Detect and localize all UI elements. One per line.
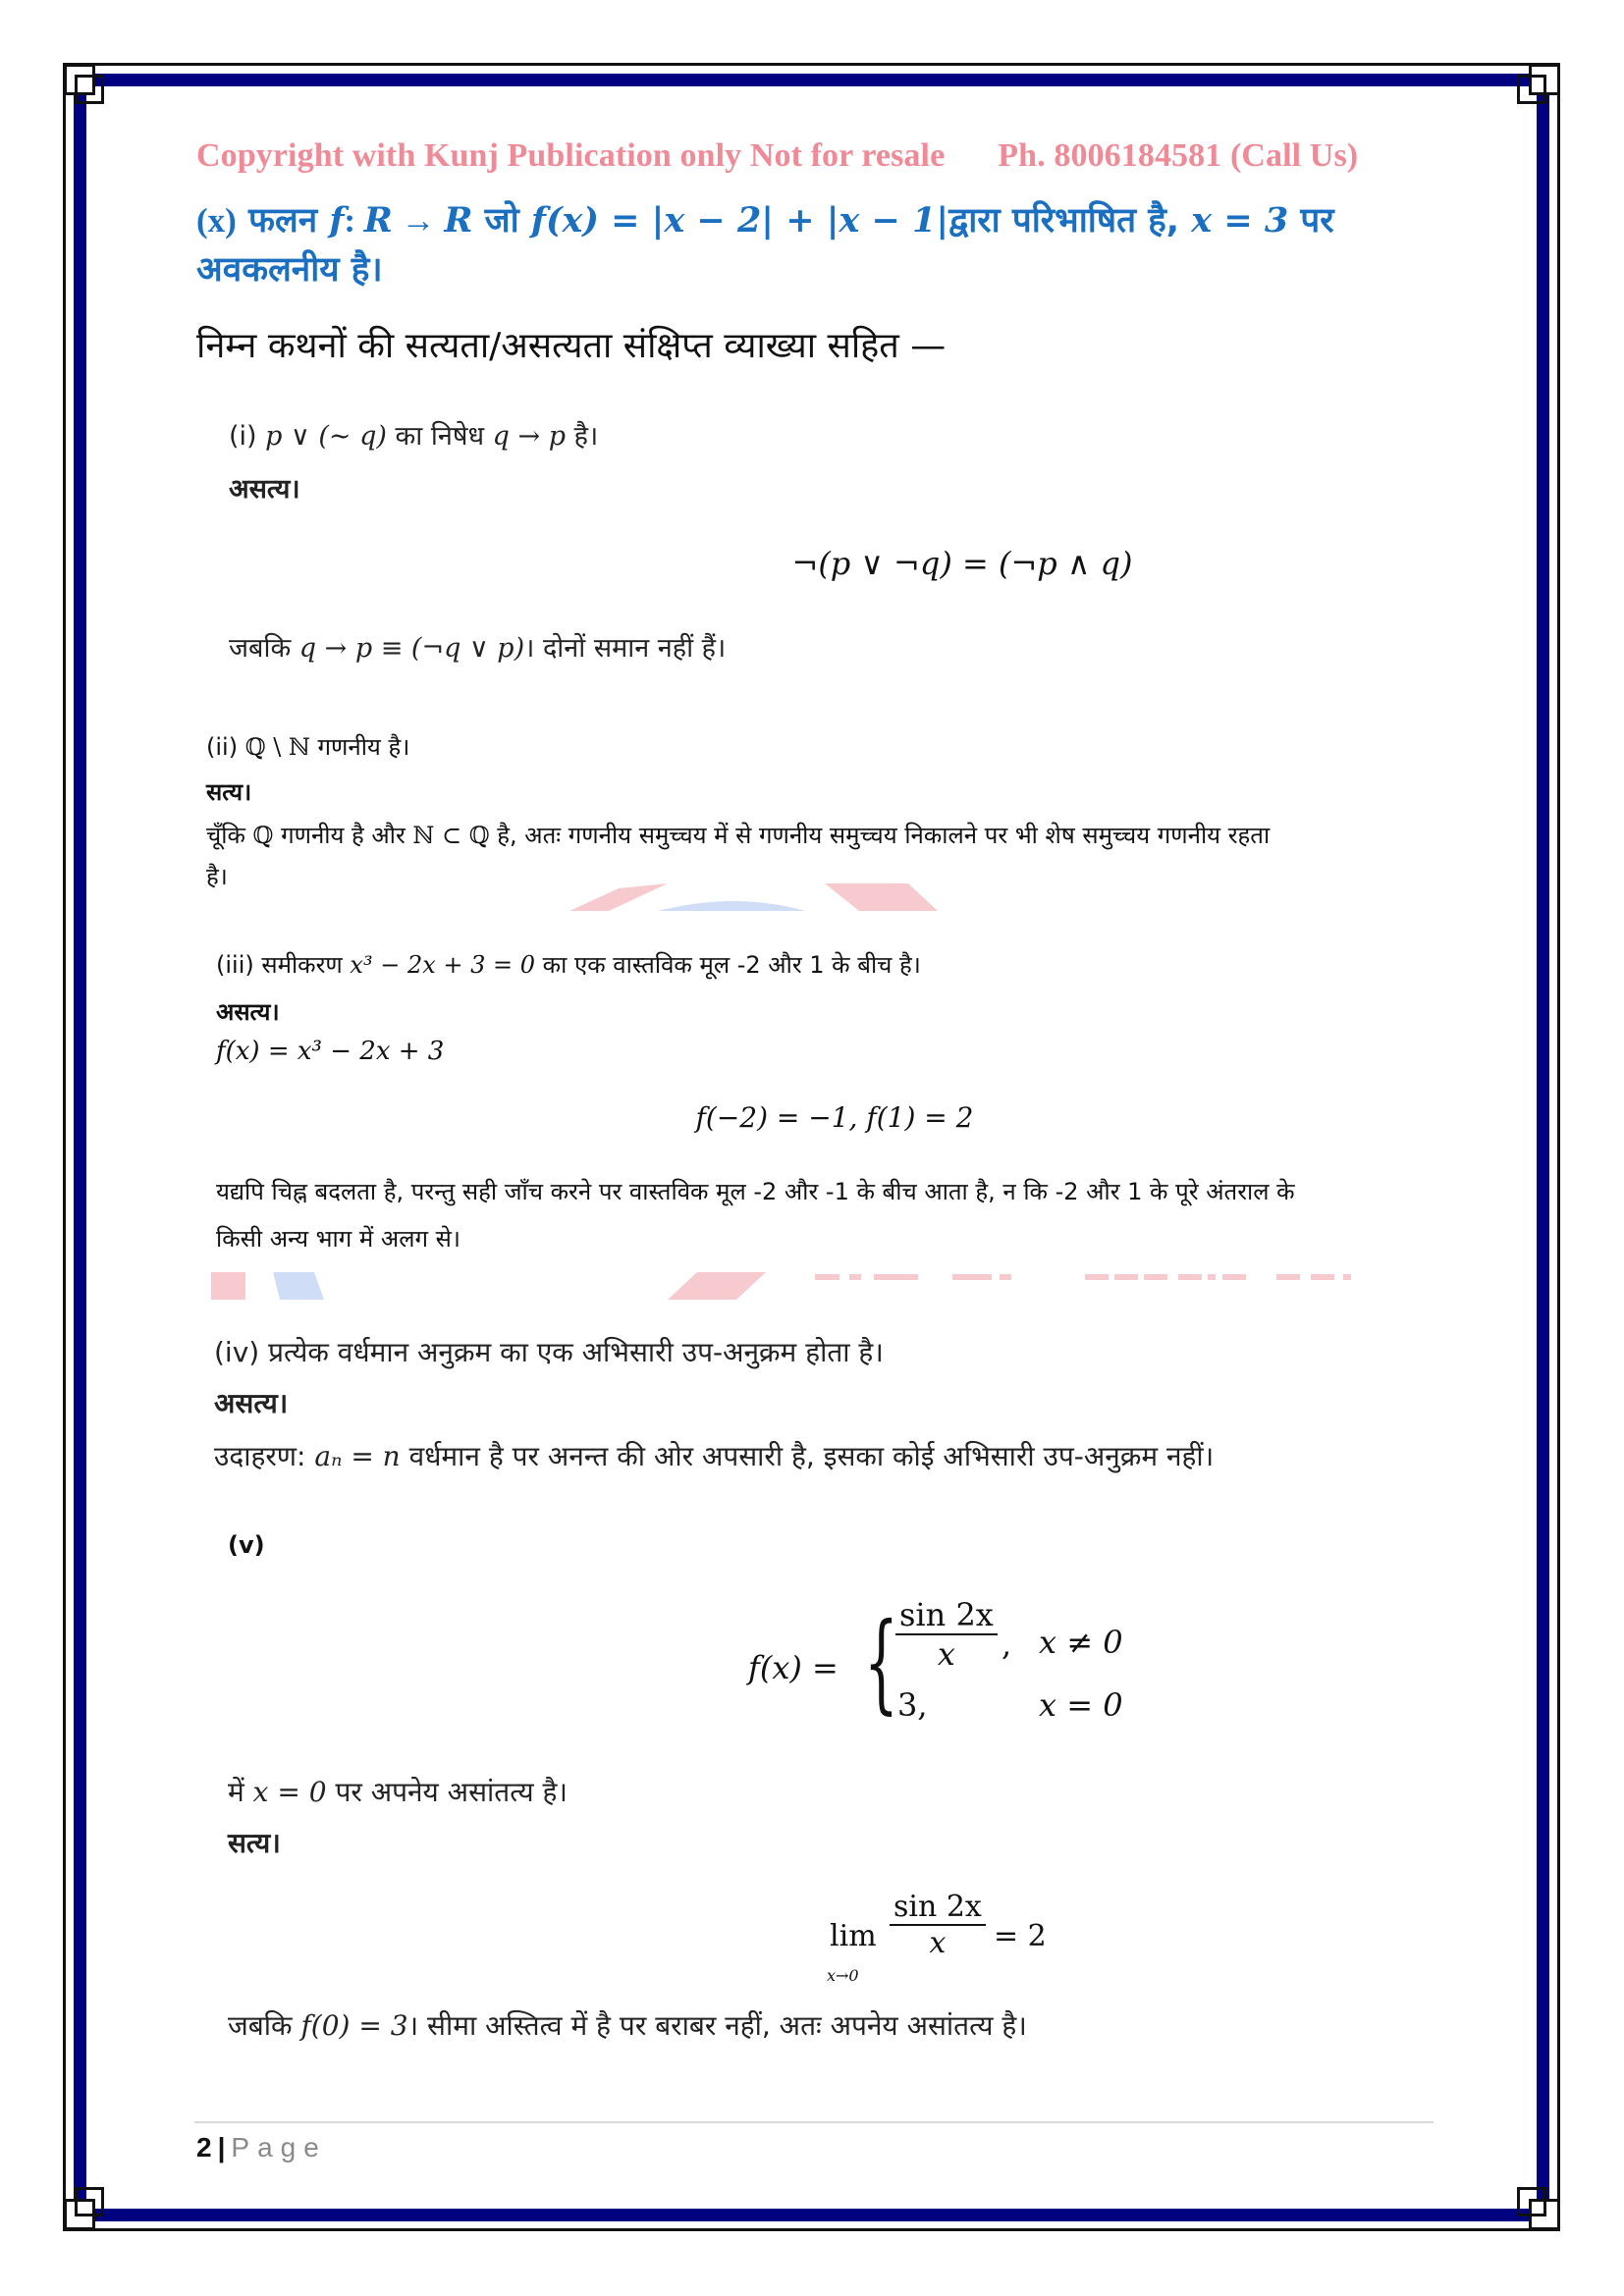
question-text-2: जो	[484, 201, 519, 240]
item-iii-math-1: x³ − 2x + 3 = 0	[350, 951, 536, 979]
item-v-lim-numerator: sin 2x	[890, 1890, 986, 1926]
question-math-f: f	[329, 200, 345, 240]
item-v-case1-comma: ,	[1001, 1626, 1012, 1663]
item-v-case1-fraction	[895, 1596, 998, 1673]
item-iii-note-line-1: यद्यपि चिह्न बदलता है, परन्तु सही जाँच करने पर वास्तविक मूल -2 और -1 के बीच आता है, न कि -2 और 1 के पूरे अंतराल के	[216, 1178, 1295, 1205]
item-iii-verdict: असत्य।	[216, 998, 280, 1026]
item-v-label: (v)	[228, 1531, 265, 1559]
item-ii-note-text-3: है, अतः गणनीय समुच्चय में से गणनीय समुच्चय निकालने पर भी शेष समुच्चय गणनीय रहता	[497, 822, 1271, 849]
question-label: (x)	[196, 201, 237, 240]
copyright-phone: Ph. 8006184581 (Call Us)	[998, 137, 1359, 174]
item-v-lim-word: lim	[830, 1919, 877, 1953]
border-navy-left	[74, 74, 86, 2221]
corner-ornament-tl-2	[75, 75, 104, 104]
border-navy-right	[1537, 74, 1549, 2221]
item-iii-definition: f(x) = x³ − 2x + 3	[216, 1037, 445, 1066]
item-v-verdict: सत्य।	[228, 1827, 281, 1859]
question-math-point: x = 3	[1191, 200, 1289, 240]
item-ii-note-math-1: ℚ	[252, 822, 274, 849]
item-ii-note-text-1: चूँकि	[206, 822, 245, 849]
item-i-math-1: p ∨ (∼ q)	[265, 421, 387, 452]
item-iii-label: (iii)	[216, 951, 254, 979]
item-iii-text-1: समीकरण	[261, 951, 343, 979]
question-math-arrow: →	[392, 201, 445, 240]
item-iv-note-text-1: उदाहरण:	[214, 1440, 306, 1472]
item-v-text-2: पर अपनेय असांतत्य है।	[335, 1776, 568, 1808]
item-v-case1-condition: x ≠ 0	[1039, 1624, 1123, 1661]
item-v-statement	[228, 1773, 568, 1810]
watermark-red-slant	[668, 1272, 766, 1300]
watermark-text-remnant	[815, 1274, 1351, 1280]
page-separator: |	[217, 2132, 226, 2163]
item-v-lim-denominator: x	[929, 1926, 947, 1960]
item-i-label: (i)	[229, 421, 257, 452]
watermark-fragment-lower	[206, 1272, 1424, 1302]
copyright-line	[196, 137, 1358, 175]
item-v-note	[228, 2006, 1027, 2044]
item-i-text-1: का निषेध	[395, 421, 485, 452]
copyright-text: Copyright with Kunj Publication only Not for resale	[196, 137, 946, 174]
item-v-lim-subscript: x→0	[827, 1966, 859, 1985]
item-i-note	[229, 628, 726, 665]
item-ii-label: (ii)	[206, 733, 239, 761]
item-iii-note	[216, 1168, 1443, 1262]
intro-instruction: निम्न कथनों की सत्यता/असत्यता संक्षिप्त व्याख्या सहित —	[196, 326, 947, 366]
item-iv-label: (iv)	[214, 1336, 260, 1368]
page-number: 2	[196, 2132, 212, 2163]
item-i-math-2: q → p	[492, 421, 567, 452]
item-iv-note-text-2: वर्धमान है पर अनन्त की ओर अपसारी है, इसका कोई अभिसारी उप-अनुक्रम नहीं।	[408, 1440, 1215, 1472]
item-iv-text-1: प्रत्येक वर्धमान अनुक्रम का एक अभिसारी उप-अनुक्रम होता है।	[268, 1336, 884, 1368]
item-i-note-math: q → p ≡ (¬q ∨ p)	[298, 633, 525, 664]
question-text-3: द्वारा परिभाषित है,	[948, 201, 1180, 240]
item-v-piecewise	[748, 1588, 1161, 1755]
watermark-red-block	[211, 1272, 245, 1300]
border-outer-line	[63, 63, 1560, 2231]
item-v-limit	[825, 1890, 1080, 1988]
item-iii-note-line-2: किसी अन्य भाग में अलग से।	[216, 1225, 460, 1253]
watermark-blue-arc	[658, 901, 805, 911]
question-text-1: फलन	[248, 201, 318, 240]
item-iv-verdict: असत्य।	[214, 1387, 289, 1419]
item-ii-note	[206, 815, 1434, 897]
question-math-function: f(x) = |x − 2| + |x − 1|	[530, 200, 949, 240]
question-text-4: पर	[1300, 201, 1334, 240]
item-i-text-2: है।	[573, 421, 599, 452]
item-v-lim-fraction	[890, 1890, 986, 1960]
item-v-math-1: x = 0	[252, 1776, 327, 1808]
item-v-case1-denominator: x	[937, 1635, 955, 1673]
item-v-note-math: f(0) = 3	[300, 2009, 408, 2042]
border-navy-bottom	[74, 2209, 1549, 2221]
item-v-fx: f(x) =	[748, 1649, 839, 1686]
item-i-equation: ¬(p ∨ ¬q) = (¬p ∧ q)	[791, 545, 1133, 582]
page-label: Page	[231, 2132, 327, 2163]
item-i-note-text-2: । दोनों समान नहीं हैं।	[524, 633, 727, 664]
item-iv-note-math: aₙ = n	[314, 1440, 401, 1472]
item-ii-note-text-2: गणनीय है और	[281, 822, 406, 849]
item-v-note-text-1: जबकि	[228, 2009, 293, 2042]
item-i-note-text-1: जबकि	[229, 633, 292, 664]
question-math-domain: R	[363, 200, 393, 240]
item-v-text-1: में	[228, 1776, 244, 1808]
item-ii-verdict: सत्य।	[206, 778, 252, 806]
item-iii-statement	[216, 948, 921, 981]
question-text-line2: अवकलनीय है।	[196, 250, 383, 290]
item-ii-text-1: गणनीय है।	[317, 733, 410, 761]
corner-ornament-tr-2	[1517, 75, 1546, 104]
item-i-verdict: असत्य।	[229, 474, 300, 505]
item-v-case1-numerator: sin 2x	[895, 1596, 998, 1635]
item-i-statement	[229, 416, 598, 453]
watermark-blue-block	[273, 1272, 324, 1300]
border-navy-top	[74, 74, 1549, 86]
item-iv-statement	[214, 1333, 884, 1370]
item-iii-text-2: का एक वास्तविक मूल -2 और 1 के बीच है।	[542, 951, 921, 979]
corner-ornament-br-2	[1517, 2187, 1546, 2216]
question-math-codomain: R	[444, 200, 473, 240]
page-footer	[196, 2132, 327, 2163]
item-v-case2-condition: x = 0	[1039, 1686, 1123, 1724]
item-ii-math-1: ℚ \ ℕ	[244, 733, 310, 761]
item-v-case2-value: 3,	[897, 1686, 928, 1724]
item-v-note-text-2: । सीमा अस्तित्व में है पर बराबर नहीं, अतः अपनेय असांतत्य है।	[407, 2009, 1027, 2042]
corner-ornament-bl-2	[75, 2187, 104, 2216]
item-iii-equation: f(−2) = −1, f(1) = 2	[695, 1101, 974, 1134]
item-iv-note	[214, 1437, 1214, 1474]
item-v-brace: {	[864, 1599, 898, 1725]
item-ii-note-math-2: ℕ ⊂ ℚ	[412, 822, 490, 849]
question-math-colon: :	[344, 201, 364, 240]
item-ii-statement	[206, 730, 409, 763]
item-v-lim-rhs: = 2	[994, 1919, 1047, 1953]
question-heading	[196, 196, 1434, 294]
item-ii-note-text-4: है।	[206, 863, 228, 890]
footer-rule	[194, 2121, 1434, 2123]
